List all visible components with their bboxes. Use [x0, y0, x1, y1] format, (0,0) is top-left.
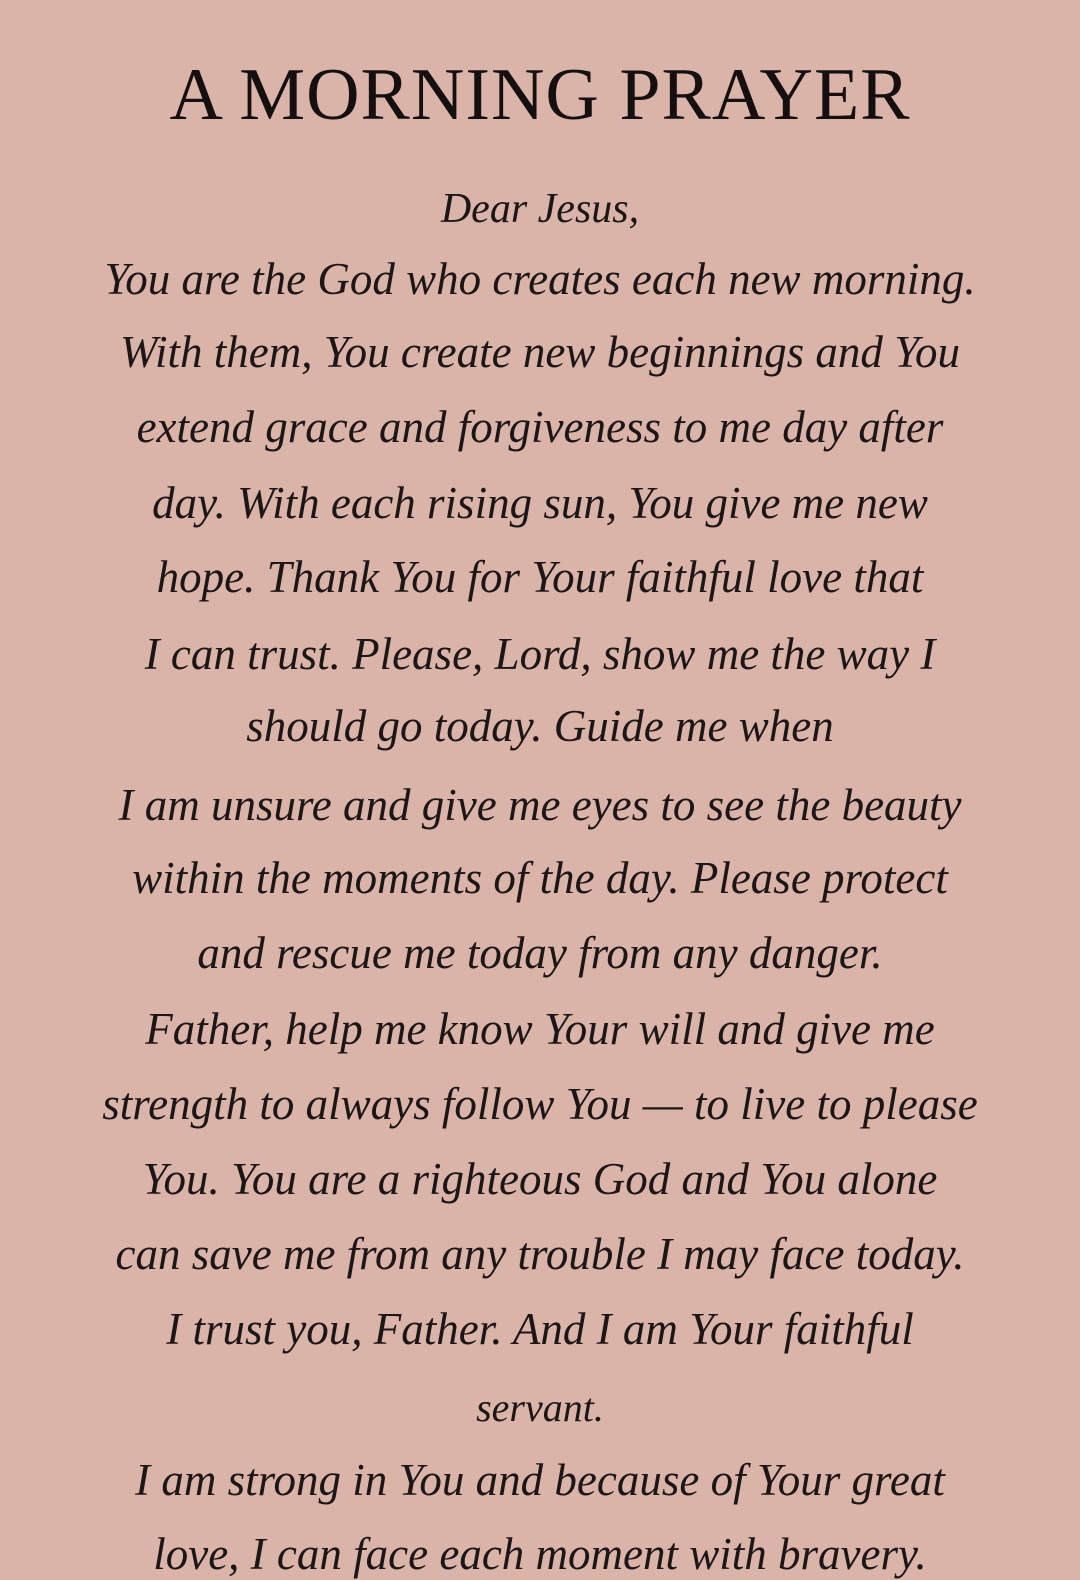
prayer-line-17: I am strong in You and because of Your great	[135, 1455, 945, 1505]
prayer-line-2: With them, You create new beginnings and You	[119, 327, 960, 377]
prayer-line-3: extend grace and forgiveness to me day after	[136, 402, 944, 452]
prayer-line-4: day. With each rising sun, You give me new	[152, 478, 928, 528]
prayer-line-5: hope. Thank You for Your faithful love that	[156, 552, 924, 602]
prayer-line-7: should go today. Guide me when	[246, 701, 834, 751]
prayer-line-15: I trust you, Father. And I am Your faithful	[166, 1304, 914, 1354]
prayer-salutation: Dear Jesus,	[440, 186, 640, 232]
prayer-line-8: I am unsure and give me eyes to see the beauty	[118, 780, 962, 830]
prayer-line-16: servant.	[476, 1385, 604, 1430]
prayer-line-12: strength to always follow You — to live to please	[102, 1079, 978, 1129]
prayer-line-6: I can trust. Please, Lord, show me the way I	[144, 629, 936, 679]
prayer-line-1: You are the God who creates each new morning.	[104, 254, 976, 304]
prayer-line-9: within the moments of the day. Please protect	[132, 853, 948, 903]
prayer-line-13: You. You are a righteous God and You alone	[142, 1154, 938, 1204]
page-title: A MORNING PRAYER	[169, 54, 911, 136]
prayer-line-11: Father, help me know Your will and give me	[145, 1004, 935, 1054]
prayer-line-18: love, I can face each moment with bravery.	[153, 1529, 927, 1579]
prayer-line-14: can save me from any trouble I may face today.	[115, 1229, 965, 1279]
prayer-line-10: and rescue me today from any danger.	[197, 928, 883, 978]
